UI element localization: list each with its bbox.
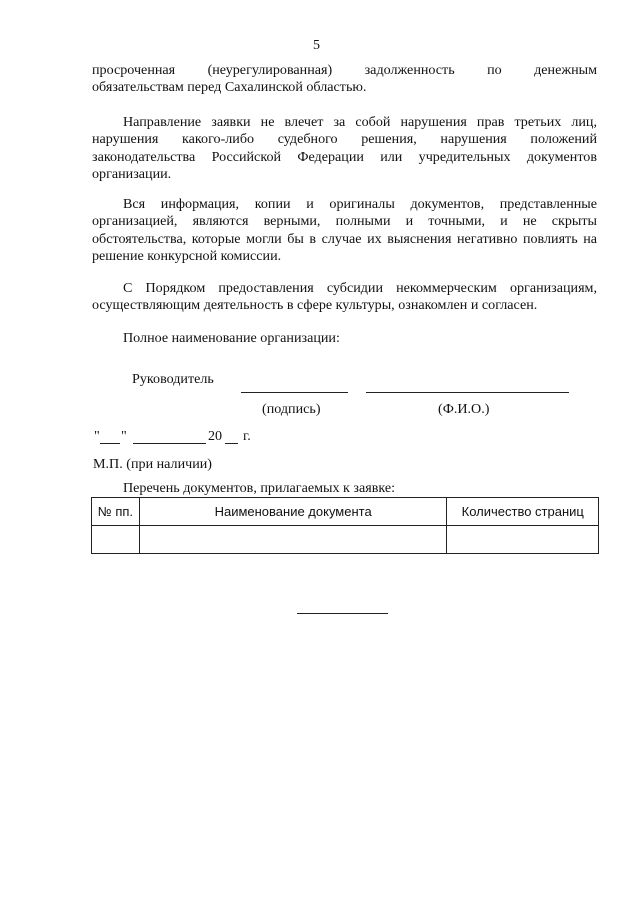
paragraph-procedure-acknowledgement: С Порядком предоставления субсидии некоммерческим организациям, осуществляющим деятельность в сфере культуры, ознакомлен и согласен. bbox=[92, 280, 597, 314]
documents-table bbox=[91, 497, 599, 554]
table-row bbox=[92, 526, 599, 554]
date-year-suffix: г. bbox=[243, 428, 251, 444]
table-header-row bbox=[92, 498, 599, 526]
page-number: 5 bbox=[313, 38, 320, 53]
fio-caption: (Ф.И.О.) bbox=[438, 401, 490, 417]
column-header-number: № пп. bbox=[92, 498, 140, 526]
head-label: Руководитель bbox=[132, 371, 214, 387]
date-day-blank bbox=[100, 443, 120, 444]
org-name-label: Полное наименование организации: bbox=[123, 330, 340, 346]
table-cell-document-name bbox=[139, 526, 447, 554]
signature-caption: (подпись) bbox=[262, 401, 321, 417]
end-of-document-rule bbox=[297, 613, 388, 614]
column-header-document-name: Наименование документа bbox=[139, 498, 447, 526]
documents-list-label: Перечень документов, прилагаемых к заявке: bbox=[123, 480, 396, 496]
stamp-label: М.П. (при наличии) bbox=[93, 456, 212, 472]
date-month-blank bbox=[133, 443, 206, 444]
table-cell-number bbox=[92, 526, 140, 554]
column-header-page-count: Количество страниц bbox=[447, 498, 599, 526]
table-cell-page-count bbox=[447, 526, 599, 554]
paragraph-debt-line1: просроченная (неурегулированная) задолженность по денежным bbox=[92, 62, 597, 78]
paragraph-information-accuracy: Вся информация, копии и оригиналы документов, представленные организацией, являются верными, полными и точными, и не скрыты обстоятельства, которые могли бы в случае их выяснения негативно повлиять на решение конкурсной комиссии. bbox=[92, 196, 597, 265]
signature-line bbox=[241, 392, 348, 393]
date-year-blank bbox=[225, 443, 238, 444]
date-quote-close: " bbox=[121, 428, 127, 444]
fio-line bbox=[366, 392, 569, 393]
date-quote-open: " bbox=[94, 428, 100, 444]
paragraph-debt-line2: обязательствам перед Сахалинской областью. bbox=[92, 79, 367, 95]
paragraph-no-violations: Направление заявки не влечет за собой нарушения прав третьих лиц, нарушения какого-либо судебного решения, нарушения положений законодательства Российской Федерации или учредительных документов организации. bbox=[92, 114, 597, 183]
date-year-prefix: 20 bbox=[208, 428, 223, 444]
